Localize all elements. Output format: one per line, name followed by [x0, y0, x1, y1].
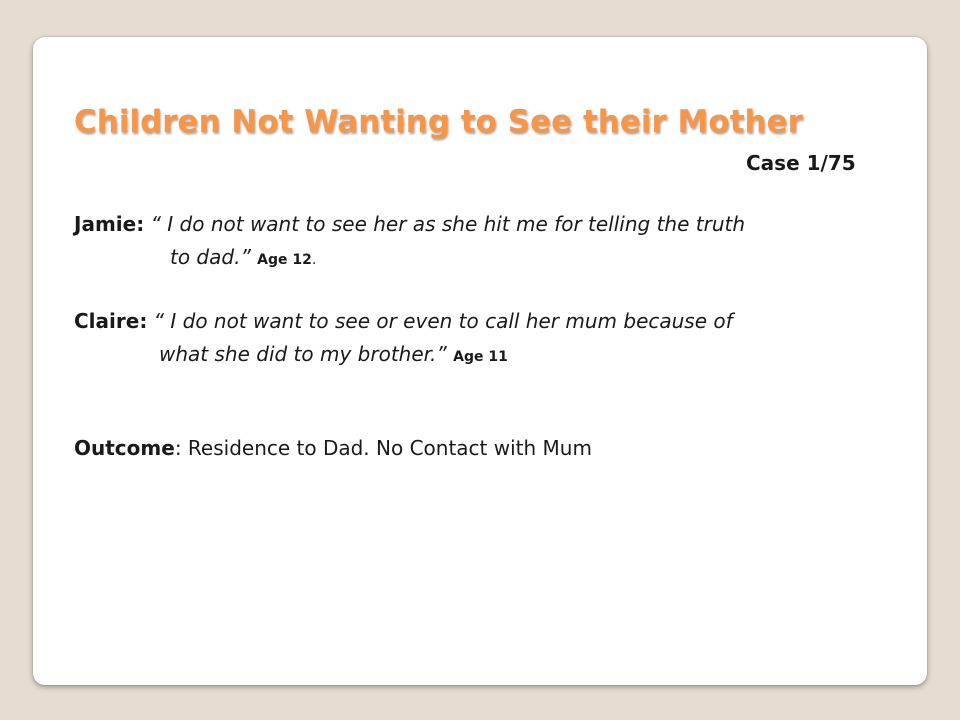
jamie-speaker-label: Jamie:	[74, 212, 145, 236]
slide-title: Children Not Wanting to See their Mother	[74, 104, 803, 140]
claire-statement-line-2	[159, 342, 508, 366]
claire-age: Age 11	[453, 349, 508, 365]
jamie-quote-part-1: “ I do not want to see her as she hit me for telling the truth	[150, 212, 746, 236]
jamie-statement-line-1	[74, 212, 745, 236]
jamie-age: Age 12	[257, 252, 312, 268]
claire-speaker-label: Claire:	[74, 309, 148, 333]
claire-quote-part-1: “ I do not want to see or even to call her mum because of	[153, 309, 733, 333]
jamie-quote-part-2: to dad.”	[170, 245, 251, 269]
jamie-statement-line-2	[170, 245, 316, 269]
claire-quote-part-2: what she did to my brother.”	[159, 342, 447, 366]
outcome-line	[74, 436, 592, 460]
claire-statement-line-1	[74, 309, 733, 333]
case-number: Case 1/75	[746, 151, 856, 175]
outcome-text: : Residence to Dad. No Contact with Mum	[174, 436, 592, 460]
jamie-age-period: .	[311, 252, 317, 268]
outcome-label: Outcome	[74, 436, 175, 460]
